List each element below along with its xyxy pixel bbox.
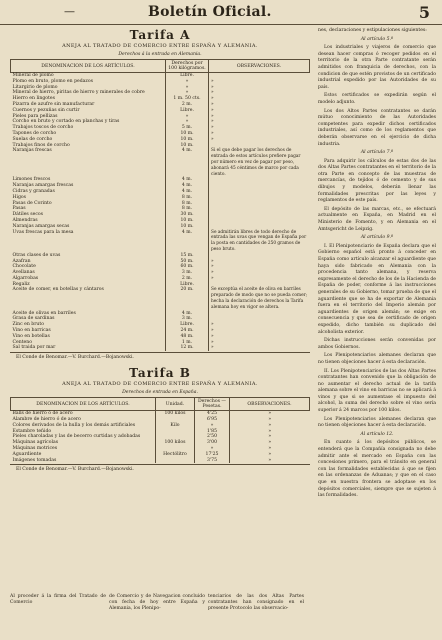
tarifa-a-table	[10, 59, 310, 351]
tarifa-b-body	[11, 411, 310, 464]
protocol-col-2: de Comercio y de Navegacion concluido con fecha de hoy entre España y Alemania, los Plenipo-	[109, 594, 205, 612]
article-name: Alambre de hierro ó de acero	[12, 417, 81, 423]
duty-value: 1 m.	[166, 340, 209, 346]
observation: »	[209, 125, 310, 131]
observation: »	[268, 446, 272, 452]
right-column	[318, 28, 436, 502]
observation: »	[209, 322, 310, 328]
tarifa-a-signature: El Conde de Benomar.—V. Burchard.—Bojanowski.	[10, 352, 310, 360]
article-name: Naranjas frescas	[12, 148, 52, 154]
article-name: Pieles para pellizas	[12, 113, 58, 119]
article-name: Limones frescos	[12, 177, 51, 183]
article-name: Corcho en bruto y cortado en planchas y tiras	[12, 119, 120, 125]
article-name: Sal traida por mar	[12, 345, 56, 351]
observation: »	[209, 328, 310, 334]
observation: »	[209, 79, 310, 85]
article-name: Dátiles secos	[12, 212, 44, 218]
article-name: Aceite de comer, en botellas y cántaros	[12, 287, 104, 293]
article-name: Mineral de plomo	[12, 73, 54, 78]
observation: »	[209, 264, 310, 270]
duty-value: 4 m.	[166, 183, 209, 189]
observation: »	[209, 85, 310, 91]
art12-title: Al artículo 12.	[360, 431, 394, 437]
unit: Kilo	[156, 423, 195, 429]
col-articulos: DENOMINACION DE LOS ARTÍCULOS.	[11, 60, 166, 73]
duty-value: Libre.	[166, 282, 209, 288]
article-name: Avellanas	[12, 270, 35, 276]
article-name: Naranjas amargas secas	[12, 223, 70, 229]
duty-value: 10 m.	[166, 218, 209, 224]
article-name: Uvas frescas para la mesa	[12, 229, 74, 235]
observation: »	[268, 417, 272, 423]
col-observaciones: OBSERVACIONES.	[209, 60, 310, 73]
tarifa-b-subtitle: ANEJA AL TRATADO DE COMERCIO ENTRE ESPAÑA Y ALEMANIA.	[62, 381, 258, 388]
tarifa-a-title: Tarifa A	[129, 28, 191, 42]
table-row	[11, 230, 310, 253]
art7-title: Al artículo 7.º	[360, 150, 394, 156]
tarifa-b-title: Tarifa B	[129, 366, 191, 381]
protocol-text	[10, 594, 310, 613]
duty-value: »	[166, 90, 209, 96]
duty-value: 4 m.	[166, 311, 209, 317]
article-name: Mineral de hierro, piritas de hierro y minerales de cobre	[12, 90, 145, 96]
article-name: Vino en botellas	[12, 333, 50, 339]
article-name: Chocolate	[12, 264, 36, 270]
article-name: Máquinas agrícolas	[12, 440, 59, 446]
article-name: Tapones de corcho	[12, 130, 57, 136]
duty-value: 48 m.	[166, 334, 209, 340]
page-marker-left: —	[64, 5, 75, 18]
duty-value: 5 m.	[166, 125, 209, 131]
duty-value: 15 m.	[166, 253, 209, 259]
duty-value: 4 m.	[166, 189, 209, 195]
observation: »	[209, 90, 310, 96]
article-name: Máquinas motrices	[12, 446, 58, 452]
left-column	[10, 28, 310, 472]
duty-value: 60 m.	[166, 264, 209, 270]
duty-value: 10 m.	[166, 143, 209, 149]
duty-pesetas: »	[195, 446, 230, 452]
duty-value: »	[166, 79, 209, 85]
duty-value: 2 m.	[166, 276, 209, 282]
observation: »	[209, 334, 310, 340]
col-b-derechos: Derechos — Pesetas.	[195, 398, 230, 411]
observation: »	[268, 428, 272, 434]
table-row	[11, 148, 310, 177]
duty-value: »	[166, 85, 209, 91]
article-name: Pizarra de azufre sin manufacturar	[12, 101, 95, 107]
article-name: Zinc en bruto	[12, 322, 44, 328]
article-name: Trabajos finos de corcho	[12, 142, 70, 148]
observation: »	[268, 457, 272, 463]
observation: »	[209, 96, 310, 102]
art9-paragraph: Dichas instrucciones serán convenidas por ambos Gobiernos.	[318, 338, 436, 350]
article-name: Trabajos toscos de corcho	[12, 125, 74, 131]
duty-value: »	[166, 114, 209, 120]
unit: 100 kilos	[156, 411, 195, 417]
duty-pesetas: 3'75	[195, 458, 230, 464]
col-derechos: Derechos por 100 kilógramos.	[166, 60, 209, 73]
page-header	[0, 2, 442, 25]
tarifa-a-body	[11, 73, 310, 352]
article-name: Naranjas amargas frescas	[12, 183, 74, 189]
duty-value: 24 m.	[166, 328, 209, 334]
art9-paragraph: I. El Plenipotenciario de España declara que el Gobierno español está pronto á conceder en España como artículo alcanzar el aguardiente que haya sido fabricado en Alemania con la procedencia tanto alemana, y reserva expresamente el derecho de los de la Hacienda de España de poder, conforme á las instrucciones generales de su Gobierno, tomar prueba de que el aguardiente que se ha de exportar de Alemania fuera en el territorio del Imperio alemán por aguardientes de origen alemán; se exige en consecuencia y que sea de certificado de origen expedido, dicho también su duplicado del alcoholista exterior.	[318, 243, 436, 335]
observation: »	[268, 451, 272, 457]
duty-value: Libre.	[166, 73, 209, 79]
article-name: Regaliz	[12, 281, 30, 287]
tarifa-b-signature: El Conde de Benomar.—V. Burchard.—Bojanowski.	[10, 464, 310, 472]
article-name: Colores derivados de la hulla y los demás artificiales	[12, 422, 136, 428]
observation: »	[209, 270, 310, 276]
table-row	[11, 287, 310, 310]
duty-pesetas: 2'50	[195, 434, 230, 440]
protocol-col-3: tenciarios de las dos Altas Partes contratantes han consignado en el presente Protocolo las observacio-	[208, 594, 304, 612]
article-name: Aguardiente	[12, 451, 42, 457]
unit: 100 kilos	[156, 440, 195, 446]
observation: »	[268, 440, 272, 446]
observation: »	[209, 276, 310, 282]
article-name: Hierro en lingotes	[12, 96, 55, 102]
observation: »	[209, 102, 310, 108]
art9-paragraph: Los Plenipotenciarios alemanes declaran que no tienen objeciones hacer á esta declaración.	[318, 416, 436, 429]
article-name: Azafran	[12, 258, 31, 264]
unit: Hectólitro	[156, 452, 195, 458]
observation: »	[268, 411, 272, 417]
duty-pesetas: »	[195, 423, 230, 429]
page-number: 5	[418, 3, 430, 22]
art5-title: Al artículo 5.º	[360, 36, 394, 42]
duty-value: 50 m.	[166, 259, 209, 265]
unit	[156, 458, 195, 464]
article-name: Aceite de olivas en barriles	[12, 310, 76, 316]
observation: Si el que debe pagar los derechos de entrada de estos artículos prefiere pagar por número en vez de pagar por peso, abonará 45 céntimos de marco por cada ciento.	[209, 148, 310, 177]
tarifa-b-table	[10, 397, 310, 463]
article-name: Pieles charoladas y las de becerro curtidas y adobadas	[12, 434, 141, 440]
observation: »	[209, 259, 310, 265]
article-name: Centeno	[12, 339, 32, 345]
observation: »	[209, 108, 310, 114]
duty-value: 20 m.	[166, 287, 209, 310]
article-name: Plomo en bruto, plomo en pedazos	[12, 78, 93, 84]
article-name: Pasas	[12, 206, 26, 212]
observation: Se admitirán libres de todo derecho de entrada las uvas que vengan de España por la posta en cantidades de 250 gramos de peso bruto.	[209, 230, 310, 253]
observation: »	[268, 422, 272, 428]
col-b-observaciones: OBSERVACIONES.	[230, 398, 310, 411]
duty-value: 8 m.	[166, 195, 209, 201]
duty-pesetas: 1'85	[195, 429, 230, 435]
article-name: Almendras	[12, 217, 38, 223]
duty-value: 8 m.	[166, 206, 209, 212]
col-b-articulos: DENOMINACION DE LOS ARTÍCULOS.	[11, 398, 156, 411]
duty-pesetas: 6'95	[195, 417, 230, 423]
duty-value: 8 m.	[166, 201, 209, 207]
observation: »	[209, 345, 310, 351]
article-name: Pasas de Corinto	[12, 200, 52, 206]
art5-paragraph: Los dos Altos Partes contratantes se darán mútuo conocimiento de las Autoridades competentes para expedir dichos certificados industriales, así como de los reglamentos que deberán observarse en el ejercicio de dicha industria.	[318, 108, 436, 147]
tarifa-b-derechos: Derechos de entrada en España.	[122, 390, 198, 396]
duty-pesetas: 3'00	[195, 440, 230, 446]
article-name: Cidras y granadas	[12, 188, 55, 194]
observation: »	[268, 434, 272, 440]
intro-text: nes, declaraciones y estipulaciones siguientes:	[318, 28, 427, 33]
article-name: Litargirio de plomo	[12, 84, 58, 90]
duty-value: 12 m.	[166, 345, 209, 351]
table-row	[11, 345, 310, 351]
art12-paragraph: En cuanto á los depósitos públicos, se entenderá que la Compañía consignada no debe admitir ante el mercado en España con las concesiones primero, para el tránsito en general con las formalidades establecidas á que se fijen en las ordenanzas de Aduanas; y que en el caso que en nuestra frontera se adoptase en los depósitos comerciales, siempre que se sujeten á las formalidades.	[318, 440, 436, 499]
duty-value: 4 m.	[166, 148, 209, 177]
art9-paragraph: Los Plenipotenciarios alemanes declaran que no tienen objeciones hacer á esta declaración.	[318, 353, 436, 365]
art9-title: Al artículo 9.º	[360, 235, 394, 241]
article-name: Higos	[12, 194, 27, 200]
art5-paragraph: Estos certificados se expedirán según el modelo adjunto.	[318, 93, 436, 105]
observation: Se exceptúa el aceite de oliva en barriles preparado de modo que no se pueda comer; hecha la declaración de derechos la Tarifa alemana hoy en vigor se altera.	[209, 287, 310, 310]
observation: »	[209, 114, 310, 120]
table-row	[11, 458, 310, 464]
observation: »	[209, 137, 310, 143]
duty-value: 3 m.	[166, 270, 209, 276]
duty-value: 2 m.	[166, 102, 209, 108]
article-name: Otras clases de uvas	[12, 252, 61, 258]
tarifa-a-derechos: Derechos á la entrada en Alemania.	[118, 52, 202, 57]
art9-paragraph: II. Los Plenipotenciarios de las dos Altas Partes contratantes han convenido que la obligación de no aumentar el derecho actual de la tarifa alemana sobre el vino en barricas no se aplicará á vinos y que si se aumentase el impuesto del alcohol, la suma del derecho sobre el vino sería superior á 24 marcos por 100 kilos.	[318, 368, 436, 414]
art7-paragraph: Para adquirir los cálculos de estas dos de las dos Altas Partes contratantes en el territorio de la otra Parte en concepto de las muestras de mercancías, de tejidos ó de cemento y de sus dibujos y modelos, deberán llenar las formalidades prescritas por las leyes y reglamentos de este país.	[318, 158, 436, 204]
observation: »	[209, 340, 310, 346]
col-b-unidad: Unidad.	[156, 398, 195, 411]
duty-pesetas: 17'25	[195, 452, 230, 458]
duty-value: 4 m.	[166, 230, 209, 253]
article-name: Imágenes tomadas	[12, 457, 57, 463]
observation: »	[209, 119, 310, 125]
duty-value: 10 m.	[166, 224, 209, 230]
art7-paragraph: El depósito de las marcas, etc., se efectuará actualmente en España, en Madrid en el Ministerio de Fomento, y en Alemania en el Amtsgericht de Leipzig.	[318, 206, 436, 232]
duty-value: 10 m.	[166, 131, 209, 137]
page-title: Boletín Oficial.	[148, 4, 272, 20]
duty-value: Libre.	[166, 108, 209, 114]
article-name: Grasa de sardinas	[12, 316, 55, 322]
article-name: Vino en barricas	[12, 328, 51, 334]
article-name: Algarrobas	[12, 275, 39, 281]
tarifa-a-subtitle: ANEJA AL TRATADO DE COMERCIO ENTRE ESPAÑA Y ALEMANIA.	[62, 43, 258, 49]
duty-value: Libre.	[166, 322, 209, 328]
duty-value: 30 m.	[166, 212, 209, 218]
observation: »	[209, 131, 310, 137]
duty-value: 4 m.	[166, 177, 209, 183]
duty-value: 10 m.	[166, 137, 209, 143]
art5-paragraph: Los industriales y viajeros de comercio que desean hacer compras ó recoger pedidos en el territorio de la otra Parte contratante serán admitidos con franquicia de derechos, con la condicion de que estén provistos de un certificado industrial expedido por las Autoridades de su país.	[318, 45, 436, 90]
article-name: Cuernos y pezuñas sin curtir	[12, 107, 80, 113]
article-name: Estambre teñido	[12, 428, 52, 434]
duty-value: »	[166, 119, 209, 125]
duty-value: 1 m. 50 cts.	[166, 96, 209, 102]
duty-pesetas: 4'25	[195, 411, 230, 417]
protocol-col-1: Al proceder á la firma del Tratado de Comercio	[10, 594, 106, 606]
duty-value: 3 m.	[166, 316, 209, 322]
article-name: Suelas de corcho	[12, 136, 53, 142]
article-name: Balls de hierro ó de acero	[12, 411, 73, 417]
